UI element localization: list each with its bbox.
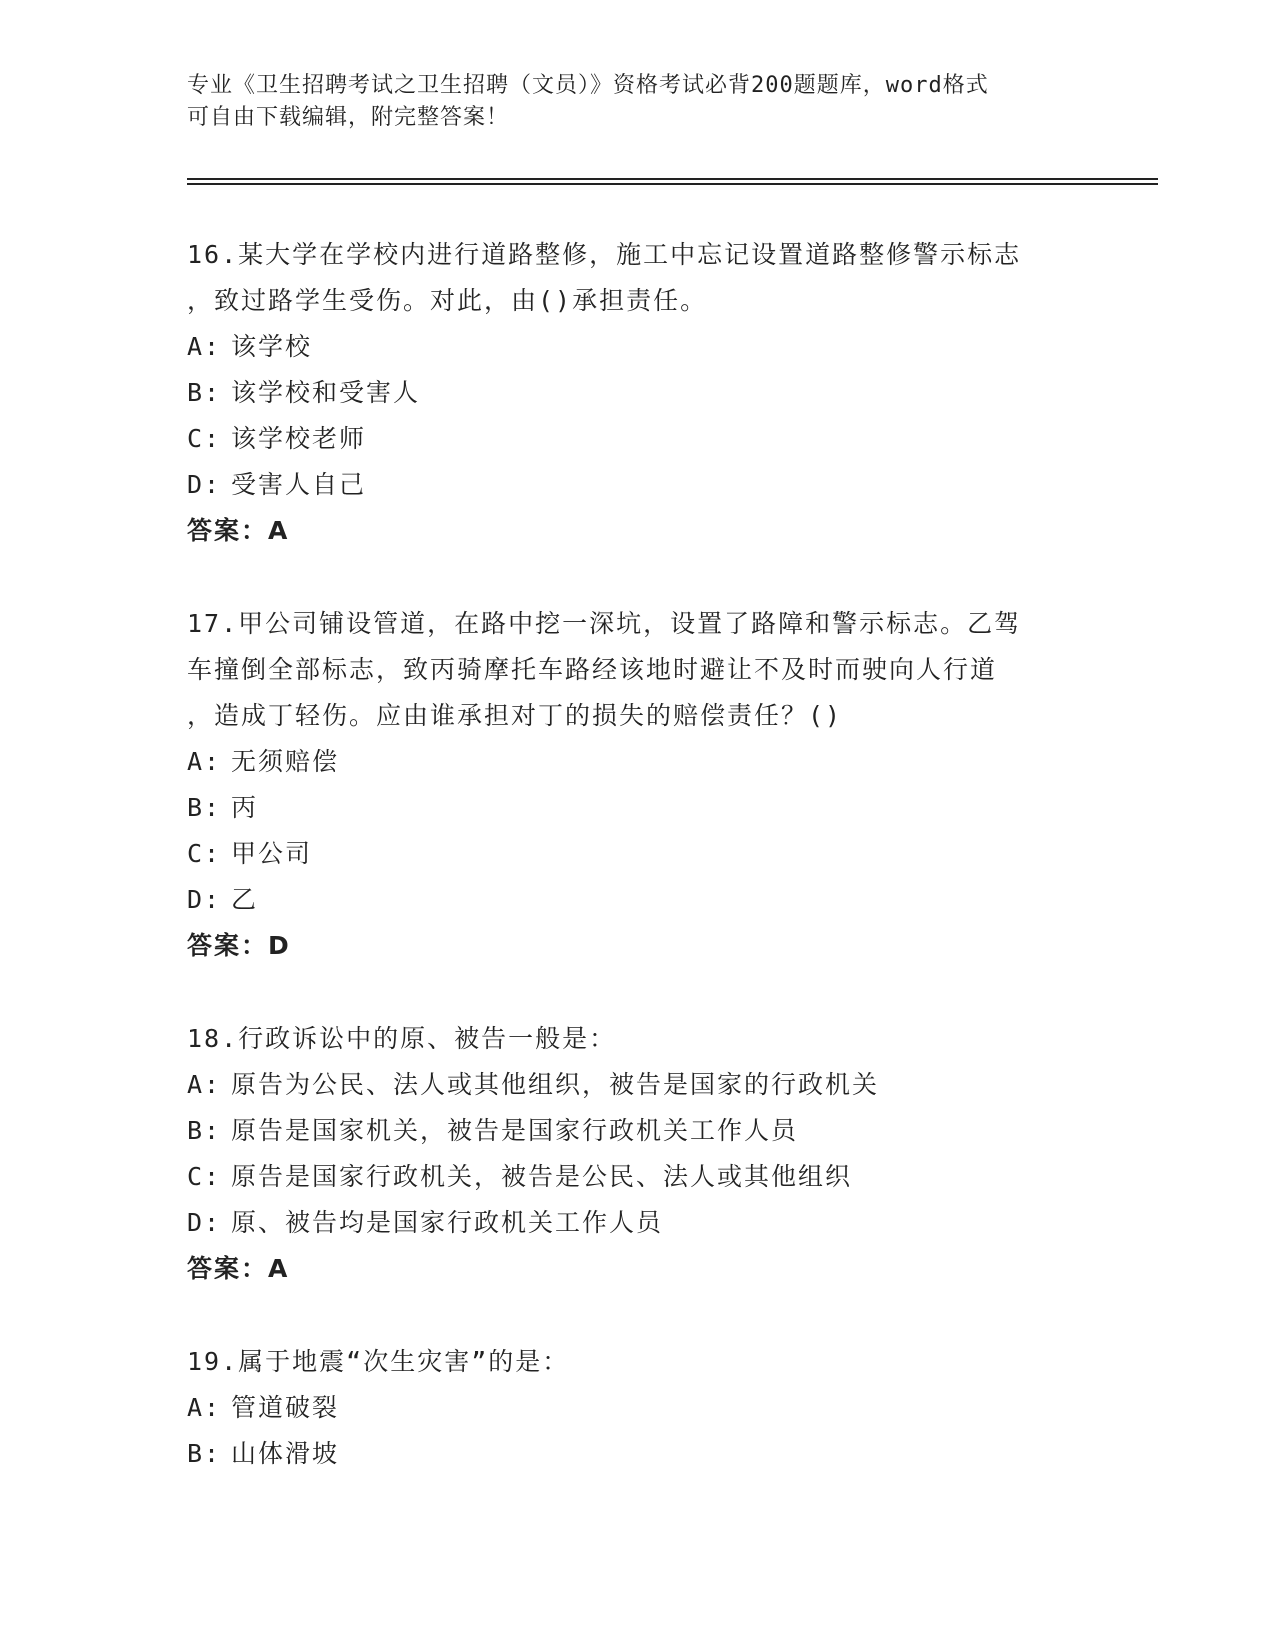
option-text: 该学校老师 bbox=[231, 424, 367, 453]
option-d bbox=[187, 1200, 1087, 1246]
option-text: 甲公司 bbox=[231, 839, 313, 868]
option-letter: A: bbox=[187, 747, 222, 776]
option-text: 该学校 bbox=[231, 332, 313, 361]
option-text: 无须赔偿 bbox=[231, 747, 340, 776]
option-text: 原、被告均是国家行政机关工作人员 bbox=[231, 1208, 664, 1237]
option-letter: A: bbox=[187, 1393, 222, 1422]
option-text: 原告是国家机关，被告是国家行政机关工作人员 bbox=[231, 1116, 799, 1145]
option-a bbox=[187, 739, 1087, 785]
option-text: 原告为公民、法人或其他组织，被告是国家的行政机关 bbox=[231, 1070, 880, 1099]
header-line-1: 专业《卫生招聘考试之卫生招聘（文员）》资格考试必背200题题库，word格式 bbox=[187, 73, 989, 98]
option-b bbox=[187, 1108, 1087, 1154]
option-text: 该学校和受害人 bbox=[231, 378, 421, 407]
option-letter: D: bbox=[187, 885, 222, 914]
option-c bbox=[187, 416, 1087, 462]
option-letter: D: bbox=[187, 470, 222, 499]
option-text: 山体滑坡 bbox=[231, 1439, 340, 1468]
question-text: 车撞倒全部标志，致丙骑摩托车路经该地时避让不及时而驶向人行道 bbox=[187, 655, 998, 684]
header-divider-top bbox=[187, 178, 1158, 180]
question-text: 17.甲公司铺设管道，在路中挖一深坑，设置了路障和警示标志。乙驾 bbox=[187, 609, 1022, 638]
question-17 bbox=[187, 601, 1087, 969]
option-text: 受害人自己 bbox=[231, 470, 367, 499]
option-d bbox=[187, 877, 1087, 923]
option-text: 乙 bbox=[231, 885, 259, 914]
option-letter: A: bbox=[187, 1070, 222, 1099]
option-b bbox=[187, 785, 1087, 831]
question-text: ，造成丁轻伤。应由谁承担对丁的损失的赔偿责任？() bbox=[187, 701, 843, 730]
header-divider-bottom bbox=[187, 183, 1158, 185]
question-19 bbox=[187, 1339, 1087, 1477]
option-c bbox=[187, 1154, 1087, 1200]
option-d bbox=[187, 462, 1087, 508]
question-text: 16.某大学在学校内进行道路整修，施工中忘记设置道路整修警示标志 bbox=[187, 240, 1022, 269]
answer-line: 答案：A bbox=[187, 516, 290, 545]
option-text: 管道破裂 bbox=[231, 1393, 340, 1422]
option-b bbox=[187, 1431, 1087, 1477]
document-header bbox=[187, 70, 1087, 134]
question-18 bbox=[187, 1016, 1087, 1292]
option-letter: A: bbox=[187, 332, 222, 361]
question-text: 19.属于地震“次生灾害”的是： bbox=[187, 1347, 570, 1376]
option-letter: B: bbox=[187, 1116, 222, 1145]
option-c bbox=[187, 831, 1087, 877]
option-a bbox=[187, 324, 1087, 370]
option-b bbox=[187, 370, 1087, 416]
answer-line: 答案：A bbox=[187, 1254, 290, 1283]
option-letter: B: bbox=[187, 378, 222, 407]
question-text: ，致过路学生受伤。对此，由()承担责任。 bbox=[187, 286, 708, 315]
option-letter: B: bbox=[187, 1439, 222, 1468]
answer-line: 答案：D bbox=[187, 931, 291, 960]
option-letter: C: bbox=[187, 424, 222, 453]
option-letter: B: bbox=[187, 793, 222, 822]
question-16 bbox=[187, 232, 1087, 554]
header-line-2: 可自由下载编辑，附完整答案！ bbox=[187, 105, 510, 130]
option-a bbox=[187, 1385, 1087, 1431]
question-list bbox=[187, 232, 1087, 1524]
option-a bbox=[187, 1062, 1087, 1108]
option-letter: C: bbox=[187, 839, 222, 868]
option-letter: C: bbox=[187, 1162, 222, 1191]
option-letter: D: bbox=[187, 1208, 222, 1237]
option-text: 原告是国家行政机关，被告是公民、法人或其他组织 bbox=[231, 1162, 853, 1191]
question-text: 18.行政诉讼中的原、被告一般是： bbox=[187, 1024, 617, 1053]
option-text: 丙 bbox=[231, 793, 259, 822]
